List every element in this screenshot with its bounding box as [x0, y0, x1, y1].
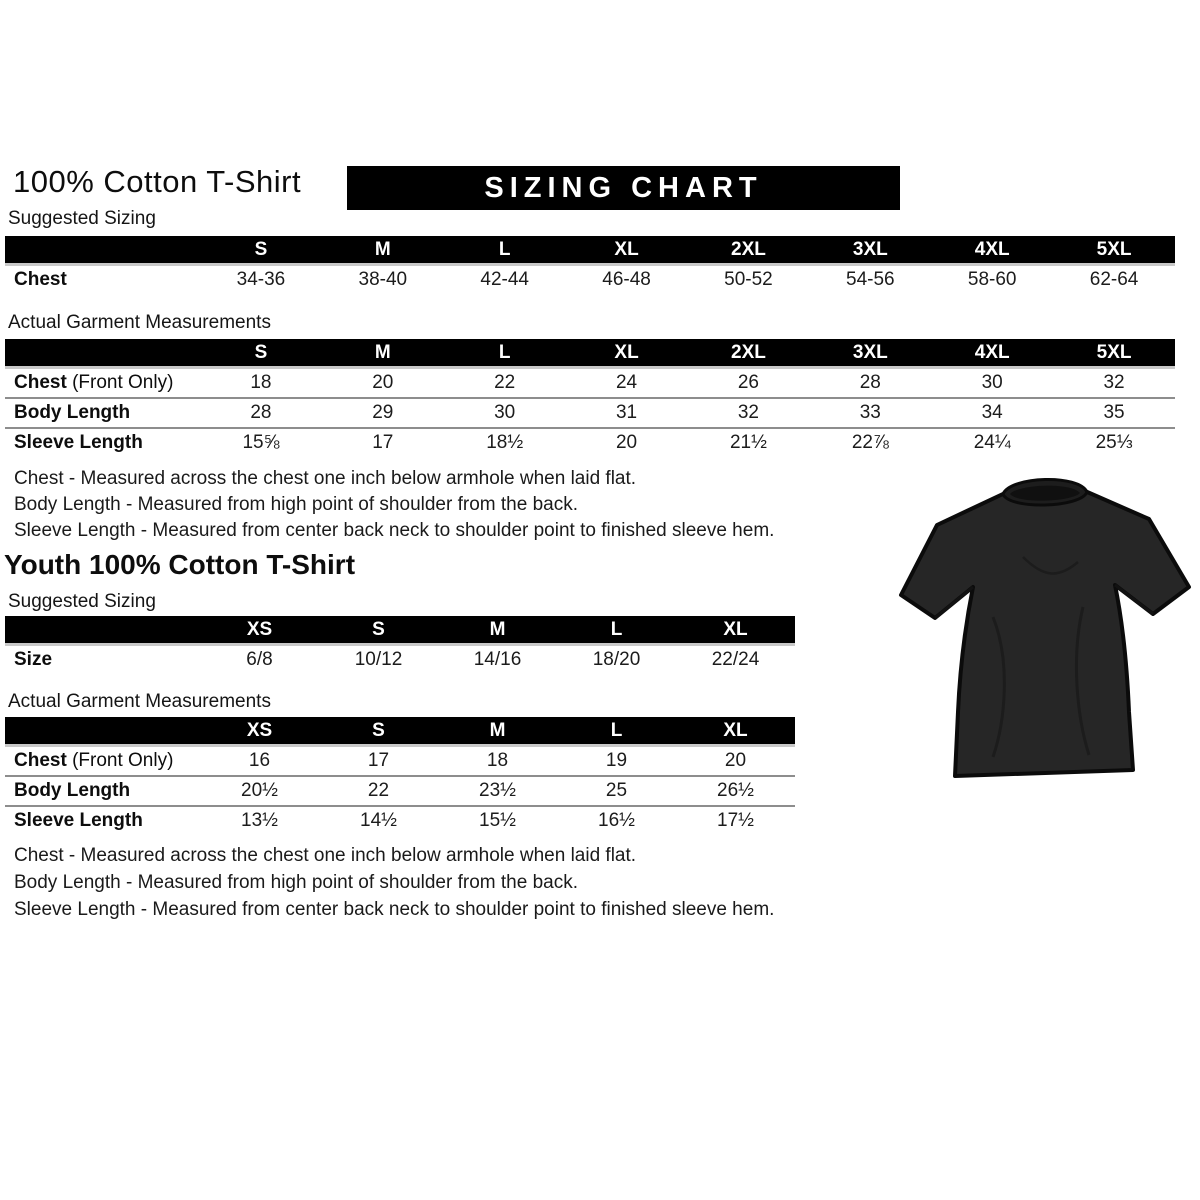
size-col-header: XS — [200, 717, 319, 746]
cell: 14½ — [319, 806, 438, 835]
cell: 22⅞ — [809, 428, 931, 457]
youth-measurement-notes — [14, 842, 774, 923]
cell: 20 — [566, 428, 688, 457]
cell: 18 — [486, 750, 509, 771]
size-col-header: XS — [200, 616, 319, 645]
row-label — [5, 368, 200, 399]
youth-actual-measurements-label: Actual Garment Measurements — [8, 691, 271, 712]
cell: 26½ — [676, 776, 795, 806]
empty-header-cell — [5, 339, 200, 368]
cell: 13½ — [200, 806, 319, 835]
table-row-body-length — [5, 398, 1175, 428]
cell: 10/12 — [354, 649, 403, 670]
table-row-sleeve-length — [5, 428, 1175, 457]
cell: 35 — [1053, 398, 1175, 428]
size-header-row — [5, 339, 1175, 368]
size-col-header: 2XL — [688, 236, 810, 265]
size-col-header: L — [557, 616, 676, 645]
cell: 38-40 — [358, 269, 408, 290]
table-row — [5, 265, 1175, 295]
youth-section-title: Youth 100% Cotton T-Shirt — [4, 549, 356, 580]
cell: 22 — [494, 372, 516, 393]
row-label: Chest — [14, 269, 67, 290]
size-header-row — [5, 236, 1175, 265]
row-label: Sleeve Length — [5, 806, 200, 835]
table-row-size — [5, 645, 795, 675]
banner-label: SIZING CHART — [484, 171, 763, 204]
size-col-header: M — [322, 339, 444, 368]
table-row-sleeve-length — [5, 806, 795, 835]
cell: 14/16 — [473, 649, 522, 670]
row-label: Size — [14, 649, 53, 670]
youth-suggested-sizing-table — [5, 616, 795, 674]
cell: 17 — [322, 428, 444, 457]
row-label: Body Length — [5, 776, 200, 806]
cell: 20 — [724, 750, 747, 771]
size-col-header: S — [200, 236, 322, 265]
size-col-header: S — [319, 717, 438, 746]
cell: 32 — [688, 398, 810, 428]
cell: 26 — [737, 372, 759, 393]
note-line: Body Length - Measured from high point of shoulder from the back. — [14, 494, 578, 515]
cell: 18 — [250, 372, 272, 393]
note-line: Chest - Measured across the chest one inch below armhole when laid flat. — [14, 468, 637, 489]
size-col-header: XL — [676, 616, 795, 645]
cell: 17½ — [676, 806, 795, 835]
cell: 19 — [605, 750, 628, 771]
cell: 54-56 — [846, 269, 895, 290]
size-col-header: S — [200, 339, 322, 368]
adult-measurement-notes — [14, 466, 774, 544]
size-col-header: L — [557, 717, 676, 746]
size-col-header: 4XL — [931, 339, 1053, 368]
cell: 22/24 — [711, 649, 760, 670]
cell: 30 — [981, 372, 1003, 393]
size-header-row — [5, 717, 795, 746]
row-label: Body Length — [5, 398, 200, 428]
cell: 24¼ — [931, 428, 1053, 457]
row-label-strong: Chest — [14, 750, 67, 771]
cell: 16½ — [557, 806, 676, 835]
cell: 25⅓ — [1053, 428, 1175, 457]
size-col-header: S — [319, 616, 438, 645]
size-col-header: XL — [676, 717, 795, 746]
cell: 46-48 — [602, 269, 651, 290]
cell: 20 — [372, 372, 394, 393]
size-col-header: 3XL — [809, 236, 931, 265]
row-label: Sleeve Length — [5, 428, 200, 457]
sizing-chart-banner — [347, 166, 900, 210]
youth-suggested-sizing-label: Suggested Sizing — [8, 591, 156, 612]
size-col-header: M — [322, 236, 444, 265]
cell: 6/8 — [246, 649, 273, 670]
size-col-header: 5XL — [1053, 339, 1175, 368]
size-col-header: XL — [566, 236, 688, 265]
adult-suggested-sizing-label: Suggested Sizing — [8, 208, 156, 229]
adult-actual-measurements-table — [5, 339, 1175, 457]
tshirt-image — [893, 467, 1198, 812]
cell: 30 — [444, 398, 566, 428]
size-header-row — [5, 616, 795, 645]
cell: 58-60 — [967, 269, 1017, 290]
empty-header-cell — [5, 616, 200, 645]
cell: 33 — [809, 398, 931, 428]
cell: 16 — [248, 750, 271, 771]
size-col-header: M — [438, 717, 557, 746]
cell: 32 — [1103, 372, 1125, 393]
cell: 25 — [557, 776, 676, 806]
cell: 29 — [322, 398, 444, 428]
note-line: Chest - Measured across the chest one inch below armhole when laid flat. — [14, 845, 637, 866]
size-col-header: 5XL — [1053, 236, 1175, 265]
cell: 23½ — [438, 776, 557, 806]
cell: 31 — [566, 398, 688, 428]
cell: 18/20 — [592, 649, 641, 670]
table-row-chest — [5, 368, 1175, 399]
size-col-header: M — [438, 616, 557, 645]
cell: 22 — [319, 776, 438, 806]
row-label — [5, 746, 200, 777]
empty-header-cell — [5, 717, 200, 746]
page-title: 100% Cotton T-Shirt — [13, 164, 302, 199]
cell: 15⅝ — [200, 428, 322, 457]
cell: 15½ — [438, 806, 557, 835]
row-label-suffix: (Front Only) — [66, 750, 174, 771]
size-col-header: 3XL — [809, 339, 931, 368]
cell: 62-64 — [1089, 269, 1139, 290]
cell: 42-44 — [480, 269, 529, 290]
adult-actual-measurements-label: Actual Garment Measurements — [8, 312, 271, 333]
table-row-body-length — [5, 776, 795, 806]
cell: 50-52 — [724, 269, 773, 290]
cell: 34-36 — [236, 269, 286, 290]
row-label-suffix: (Front Only) — [66, 372, 174, 393]
table-row-chest — [5, 746, 795, 777]
size-col-header: L — [444, 236, 566, 265]
cell: 17 — [367, 750, 390, 771]
cell: 21½ — [688, 428, 810, 457]
cell: 28 — [859, 372, 881, 393]
size-col-header: L — [444, 339, 566, 368]
note-line: Sleeve Length - Measured from center back neck to shoulder point to finished sleeve hem. — [14, 899, 775, 920]
empty-header-cell — [5, 236, 200, 265]
cell: 28 — [200, 398, 322, 428]
note-line: Sleeve Length - Measured from center back neck to shoulder point to finished sleeve hem. — [14, 520, 775, 541]
note-line: Body Length - Measured from high point of shoulder from the back. — [14, 872, 578, 893]
size-col-header: 2XL — [688, 339, 810, 368]
youth-actual-measurements-table — [5, 717, 795, 835]
size-col-header: 4XL — [931, 236, 1053, 265]
cell: 34 — [931, 398, 1053, 428]
cell: 24 — [615, 372, 638, 393]
row-label-strong: Chest — [14, 372, 67, 393]
adult-suggested-sizing-table — [5, 236, 1175, 294]
cell: 20½ — [200, 776, 319, 806]
size-col-header: XL — [566, 339, 688, 368]
cell: 18½ — [444, 428, 566, 457]
